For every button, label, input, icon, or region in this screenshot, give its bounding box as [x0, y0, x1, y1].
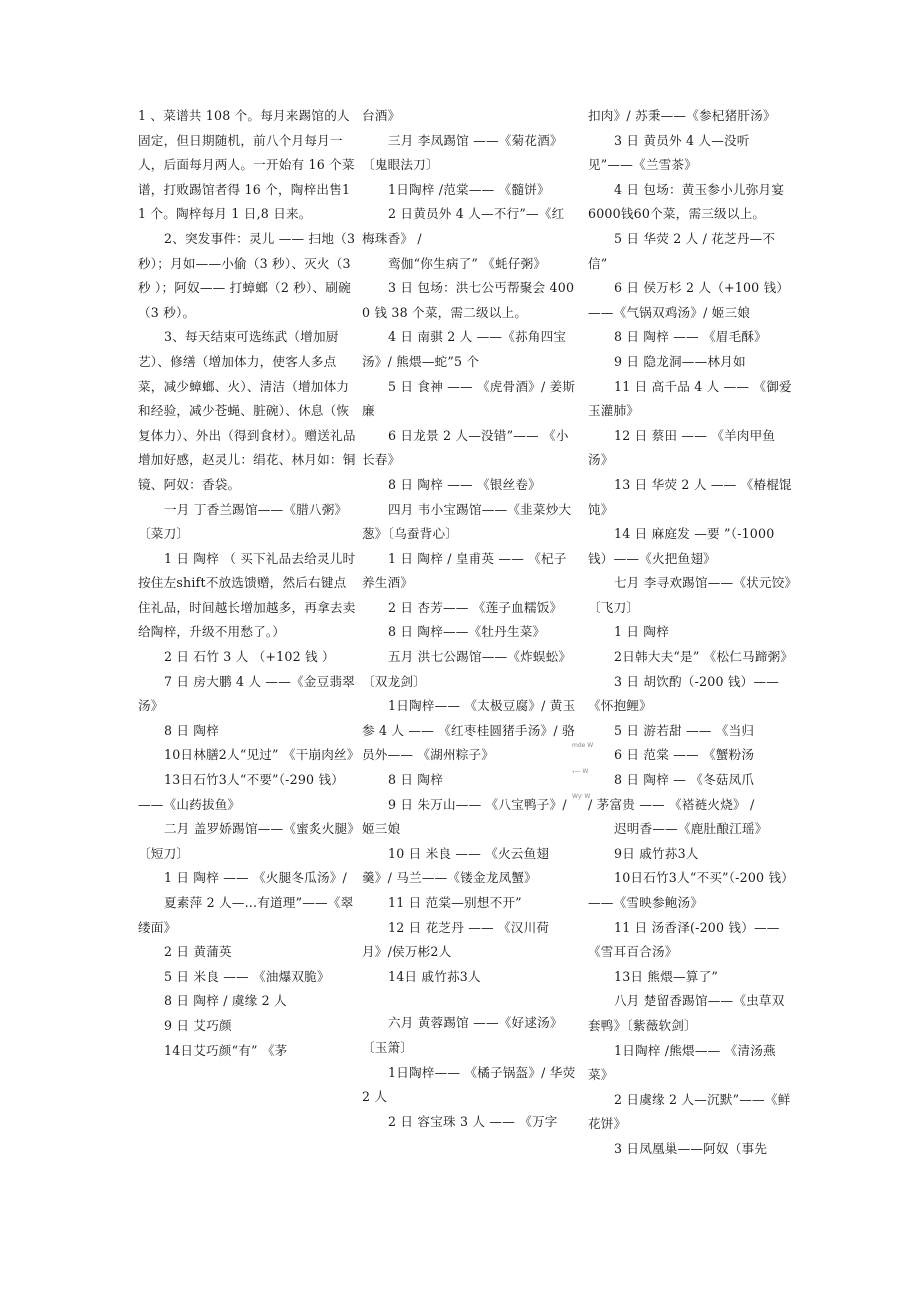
paragraph: 2、突发事件：灵儿 —— 扫地（3 秒）；月如——小偷（3 秒）、灭火（3 秒 ）；阿奴—— 打蟑螂（2 秒）、刷碗（3 秒）。	[138, 230, 356, 320]
paragraph: 10日林膳2人“见过” 《干崩肉丝》	[164, 747, 360, 763]
paragraph: 6 日龙景 2 人—没错”—— 《小长春》	[362, 427, 569, 468]
paragraph: 9 日 朱万山—— 《八宝鸭子》/ 姬三娘	[362, 796, 567, 837]
paragraph: 8 日 陶梓——《牡丹生菜》	[388, 624, 546, 640]
paragraph: 1 日 陶梓 （ 买下礼品去给灵儿时按住左shift不放选馈赠，然后右键点住礼品，时间越长增加越多，再拿去卖给陶梓，升级不用愁了。）	[138, 550, 356, 640]
paragraph: 12 日 花芝丹 —— 《汉川荷月》/侯万彬2人	[362, 919, 550, 960]
text-column-3	[588, 104, 792, 1162]
paragraph: 6 日 范棠 —— 《蟹粉汤	[614, 747, 755, 763]
paragraph: 11 日 高千品 4 人 —— 《御爱玉灌肺》	[588, 378, 792, 419]
paragraph: 9日 戚竹荪3人	[614, 845, 699, 861]
paragraph: 四月 韦小宝踢馆——《韭菜炒大葱》〔乌蚕背心〕	[362, 501, 572, 542]
paragraph: 二月 盖罗娇踢馆——《蜜炙火腿》〔短刀〕	[138, 821, 354, 861]
paragraph: 1日陶梓 /熊煨—— 《清汤燕菜》	[588, 1042, 776, 1083]
paragraph: 8 日 陶梓 —— 《银丝卷》	[388, 476, 541, 492]
paragraph: 3 日 胡饮酌（-200 钱）——《怀抱鲤》	[588, 673, 780, 714]
paragraph: 鸾伽“你生病了” 《蚝仔粥》	[388, 255, 547, 271]
paragraph: 13日 熊煨—算了”	[614, 968, 719, 984]
paragraph: 5 日 华荧 2 人 / 花芝丹—不信”	[588, 230, 776, 271]
paragraph: 2 日虞缘 2 人—沉默”——《鲜花饼》	[588, 1091, 791, 1132]
paragraph: 2 日 石竹 3 人 （+102 钱 ）	[164, 649, 335, 665]
paragraph: 1 日 陶梓 —— 《火腿冬瓜汤》/	[164, 870, 347, 886]
paragraph: 11 日 范棠—别想不开”	[388, 895, 522, 910]
paragraph: 2日韩大夫“是” 《松仁马蹄粥》	[614, 649, 794, 665]
paragraph: 10日石竹3人“不买”（-200 钱）——《雪映参鲍汤》	[588, 870, 788, 910]
paragraph: 4 日 包场：黄玉参小儿弥月宴6000钱60个菜，需三级以上。	[588, 181, 785, 222]
paragraph: 1 日 陶梓	[614, 624, 670, 640]
paragraph: 八月 楚留香踢馆——《虫草双套鸭》〔紫薇软剑〕	[588, 993, 785, 1033]
text-column-2	[362, 104, 576, 1134]
paragraph: / 茅富贵 —— 《褡裢火烧》 /	[588, 796, 755, 812]
paragraph: 3、每天结束可选练武（增加厨艺）、修缮（增加体力，使客人多点菜，减少蟑螂、火）、清洁（增加体力和经验，减少苍蝇、脏碗）、休息（恢复体力）、外出（得到食材）。赠送礼品增加好感，赵灵儿：绢花、林月如：铜镜、阿奴：香袋。	[138, 329, 356, 492]
paragraph: 1 日 陶梓 / 皇甫英 —— 《杞子养生酒》	[362, 550, 567, 591]
paragraph: 5 日 食神 —— 《虎骨酒》/ 姜斯廉	[362, 378, 576, 419]
stray-fragment: Wyᵎ W	[572, 793, 591, 800]
paragraph: 13日石竹3人“不要”（-290 钱）——《山药拔鱼》	[138, 772, 345, 812]
paragraph: 9 日 隐龙洞——林月如	[614, 353, 746, 369]
paragraph: 5 日 米良 —— 《油爆双脆》	[164, 968, 330, 984]
paragraph: 12 日 蔡田 —— 《羊肉甲鱼汤》	[588, 427, 776, 468]
paragraph: 3 日凤凰巢——阿奴（事先	[614, 1140, 768, 1156]
paragraph: 8 日 陶梓 — 《冬菇凤爪	[614, 772, 755, 788]
paragraph: 9 日 艾巧颜	[164, 1017, 232, 1033]
paragraph: 8 日 陶梓	[388, 772, 444, 788]
paragraph: 1 、菜谱共 108 个。每月来踢馆的人固定，但日期随机，前八个月每月一人，后面每月两人。一开始有 16 个菜谱，打败踢馆者得 16 个，陶梓出售11 个。陶梓每月 1 日,8 日来。	[138, 108, 355, 222]
paragraph: 7 日 房大鹏 4 人 ——《金豆翡翠汤》	[138, 673, 355, 714]
paragraph: 夏素萍 2 人—...有道理”——《翠缕面》	[138, 895, 354, 935]
paragraph: 六月 黄蓉踢馆 ——《好逑汤》〔玉箫〕	[362, 1015, 563, 1055]
paragraph: 4 日 南骐 2 人 ——《荪角四宝汤》/ 熊煨—蛇”5 个	[362, 329, 567, 369]
paragraph: 11 日 汤香泽(-200 钱）——《雪耳百合汤》	[588, 919, 780, 960]
paragraph: 1日陶梓—— 《橘子锅盔》/ 华荧 2 人	[362, 1064, 576, 1105]
paragraph: 三月 李凤踢馆 ——《菊花酒》〔鬼眼法刀〕	[362, 132, 563, 173]
stray-fragment: mde W	[572, 742, 594, 749]
paragraph: 1日陶梓 /范棠—— 《髓饼》	[388, 181, 550, 197]
paragraph: 3 日 包场：洪七公丐帮聚会 4000 钱 38 个菜，需二级以上。	[362, 280, 575, 320]
paragraph: 2 日黄员外 4 人—不行”—《红梅珠香》 /	[362, 206, 565, 246]
paragraph: 迟明香——《鹿肚酿江瑶》	[614, 821, 768, 837]
stray-fragment: 𝓇— W	[572, 768, 589, 775]
paragraph: 14 日 麻庭发 —要 ”（-1000 钱）——《火把鱼翅》	[588, 526, 775, 566]
paragraph: 一月 丁香兰踢馆——《腊八粥》〔菜刀〕	[138, 501, 348, 542]
paragraph: 台酒》	[362, 108, 401, 123]
paragraph: 8 日 陶梓	[164, 722, 220, 738]
paragraph: 14日 戚竹荪3人	[388, 968, 481, 984]
paragraph: 10 日 米良 —— 《火云鱼翅羹》/ 马兰——《镂金龙凤蟹》	[362, 845, 550, 886]
paragraph: 5 日 游若甜 —— 《当归	[614, 722, 755, 738]
paragraph: 2 日 黄蒲英	[164, 944, 232, 960]
paragraph: 2 日 容宝珠 3 人 —— 《万字	[388, 1113, 558, 1129]
paragraph: 13 日 华荧 2 人 —— 《椿棍馄饨》	[588, 476, 792, 517]
paragraph: 五月 洪七公踢馆——《炸蜈蚣》〔双龙剑〕	[362, 649, 572, 689]
paragraph: 1日陶梓—— 《太极豆腐》/ 黄玉参 4 人 —— 《红枣桂圆猪手汤》/ 骆员外—— 《湖州粽子》	[362, 698, 576, 763]
paragraph: 扣肉》/ 苏秉——《参杞猪肝汤》	[588, 108, 776, 123]
paragraph: 3 日 黄员外 4 人—没听见”——《兰雪茶》	[588, 132, 750, 173]
paragraph: 七月 李寻欢踢馆——《状元饺》〔飞刀〕	[588, 575, 792, 615]
text-column-1	[138, 104, 358, 1063]
paragraph: 6 日 侯万杉 2 人（+100 钱）——《气锅双鸡汤》/ 姬三娘	[588, 280, 790, 320]
paragraph: 2 日 杏芳—— 《莲子血糯饭》	[388, 599, 563, 615]
paragraph: 8 日 陶梓 / 虞缘 2 人	[164, 993, 287, 1009]
paragraph: 14日艾巧颜“有” 《茅	[164, 1042, 288, 1058]
paragraph: 8 日 陶梓 —— 《眉毛酥》	[614, 329, 767, 345]
